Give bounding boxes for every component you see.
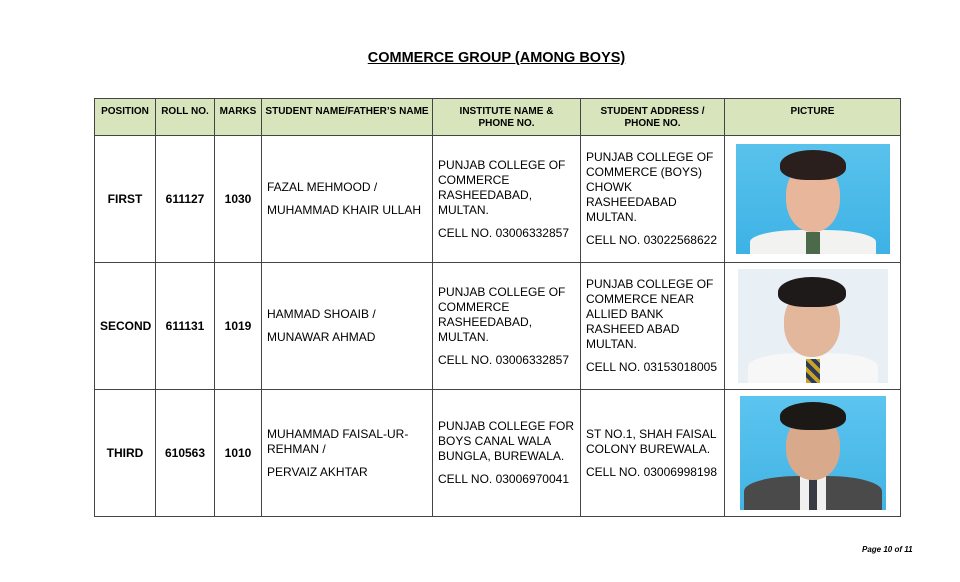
header-address-line2: PHONE NO. <box>624 118 681 129</box>
student-address: PUNJAB COLLEGE OF COMMERCE NEAR ALLIED BANK RASHEED ABAD MULTAN. <box>586 277 714 351</box>
picture-cell <box>725 136 901 263</box>
institute-name: PUNJAB COLLEGE OF COMMERCE RASHEEDABAD, MULTAN. <box>438 157 566 217</box>
student-address: ST NO.1, SHAH FAISAL COLONY BUREWALA. <box>586 426 717 456</box>
institute-phone: CELL NO. 03006332857 <box>438 352 569 367</box>
student-name: MUHAMMAD FAISAL-UR-REHMAN / <box>267 426 409 456</box>
student-phone: CELL NO. 03153018005 <box>586 360 717 374</box>
picture-cell <box>725 263 901 390</box>
page-number: Page 10 of 11 <box>862 545 913 554</box>
header-institute <box>433 99 581 136</box>
header-roll-no: ROLL NO. <box>156 99 215 136</box>
roll-no-cell: 611131 <box>156 263 215 390</box>
institute-cell <box>433 136 581 263</box>
father-name: MUHAMMAD KHAIR ULLAH <box>267 203 422 217</box>
marks-cell: 1010 <box>215 390 262 517</box>
student-address: PUNJAB COLLEGE OF COMMERCE (BOYS) CHOWK RASHEEDABAD MULTAN. <box>586 150 714 224</box>
student-name: FAZAL MEHMOOD / <box>267 180 378 194</box>
institute-phone: CELL NO. 03006332857 <box>438 225 569 240</box>
institute-phone: CELL NO. 03006970041 <box>438 472 569 486</box>
student-phone: CELL NO. 03022568622 <box>586 233 717 247</box>
merit-table <box>94 98 901 517</box>
header-picture: PICTURE <box>725 99 901 136</box>
header-institute-line2: PHONE NO. <box>478 118 535 129</box>
table-row <box>95 263 901 390</box>
header-address <box>581 99 725 136</box>
father-name: PERVAIZ AKHTAR <box>267 464 368 479</box>
address-cell <box>581 136 725 263</box>
student-name-cell <box>262 390 433 517</box>
institute-name: PUNJAB COLLEGE FOR BOYS CANAL WALA BUNGLA, BUREWALA. <box>438 419 575 463</box>
roll-no-cell: 610563 <box>156 390 215 517</box>
student-name-cell <box>262 263 433 390</box>
header-marks: MARKS <box>215 99 262 136</box>
institute-cell <box>433 263 581 390</box>
marks-cell: 1030 <box>215 136 262 263</box>
position-cell: THIRD <box>95 390 156 517</box>
student-photo <box>738 269 888 383</box>
institute-name: PUNJAB COLLEGE OF COMMERCE RASHEEDABAD, MULTAN. <box>438 284 566 344</box>
position-cell: FIRST <box>95 136 156 263</box>
student-name: HAMMAD SHOAIB / <box>267 307 376 321</box>
student-phone: CELL NO. 03006998198 <box>586 464 717 479</box>
table-row <box>95 390 901 517</box>
address-cell <box>581 263 725 390</box>
marks-cell: 1019 <box>215 263 262 390</box>
roll-no-cell: 611127 <box>156 136 215 263</box>
institute-cell <box>433 390 581 517</box>
student-photo <box>736 144 890 254</box>
table-header-row <box>95 99 901 136</box>
header-student-name: STUDENT NAME/FATHER’S NAME <box>262 99 433 136</box>
header-institute-line1: INSTITUTE NAME & <box>459 106 554 117</box>
address-cell <box>581 390 725 517</box>
student-name-cell <box>262 136 433 263</box>
table-row <box>95 136 901 263</box>
picture-cell <box>725 390 901 517</box>
header-address-line1: STUDENT ADDRESS / <box>600 106 705 117</box>
position-cell: SECOND <box>95 263 156 390</box>
header-position: POSITION <box>95 99 156 136</box>
father-name: MUNAWAR AHMAD <box>267 330 376 344</box>
page-title: COMMERCE GROUP (AMONG BOYS) <box>367 50 626 66</box>
student-photo <box>740 396 886 510</box>
